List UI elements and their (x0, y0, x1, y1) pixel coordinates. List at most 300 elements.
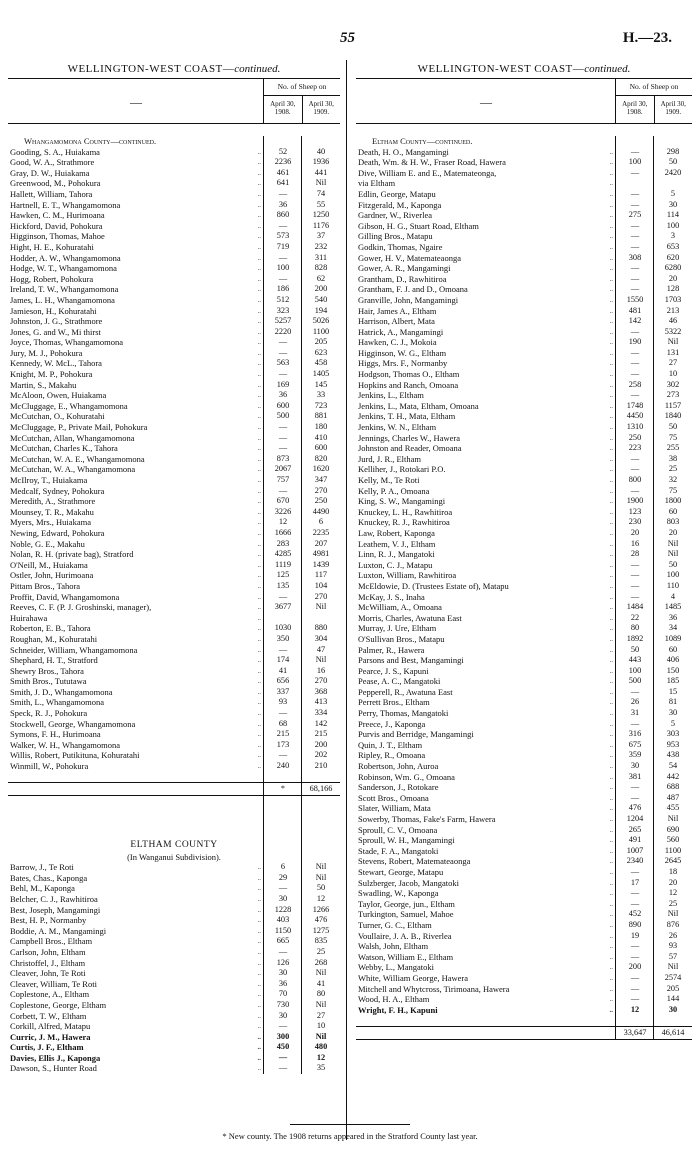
holder-name: Good, W. A., Strathmore (10, 157, 95, 168)
sheep-1909: 202 (314, 750, 328, 760)
holder-name: Ripley, R., Omoana (358, 750, 426, 761)
sheep-1909: 476 (314, 915, 328, 925)
leader-dots: .. (609, 878, 613, 887)
sheep-1909: 200 (314, 739, 328, 749)
leader-dots: .. (257, 740, 261, 749)
sheep-1909: 1405 (312, 369, 330, 379)
sheep-1909: 540 (314, 294, 328, 304)
holder-name: Carlson, John, Eltham (10, 946, 86, 957)
leader-dots: .. (257, 221, 261, 230)
sheep-1909: 2420 (664, 167, 682, 177)
sheep-1909: 34 (668, 623, 678, 633)
leader-dots: .. (257, 539, 261, 548)
sheep-1909: 438 (666, 750, 680, 760)
leader-dots: .. (609, 370, 613, 379)
leader-dots: .. (609, 825, 613, 834)
holder-name: Robertson, John, Auroa (358, 761, 439, 772)
sheep-1908: 512 (276, 294, 290, 304)
total-1909: 46,614 (661, 1027, 685, 1037)
table-row (8, 464, 340, 475)
holder-name: Luxton, William, Rawhitiroa (358, 570, 457, 581)
sheep-1908: — (630, 559, 640, 569)
holder-name: Stockwell, George, Whangamomona (10, 718, 136, 729)
sheep-1909: 16 (316, 665, 326, 675)
sheep-1909: 876 (666, 919, 680, 929)
sheep-1908: 563 (276, 358, 290, 368)
table-row (8, 873, 340, 884)
right-sheep-header (615, 79, 692, 123)
sheep-1908: — (630, 199, 640, 209)
sheep-1909: 32 (668, 475, 678, 484)
leader-dots: .. (609, 179, 613, 188)
holder-name: Turner, G. C., Eltham (358, 919, 432, 930)
sheep-1909: 368 (314, 686, 328, 696)
sheep-1908: 316 (628, 729, 642, 739)
holder-name: Sproull, W. H., Mangamingi (358, 835, 455, 846)
sheep-1908: 30 (278, 1010, 288, 1020)
sheep-1909: Nil (315, 999, 327, 1009)
sheep-1909: 480 (314, 1042, 328, 1052)
table-row (356, 645, 692, 656)
right-table-body (356, 136, 692, 1040)
table-row (356, 803, 692, 814)
sheep-1909: 57 (668, 951, 678, 961)
holder-name: Fitzgerald, M., Kaponga (358, 199, 442, 210)
sheep-1909: Nil (315, 968, 327, 978)
sheep-1908: — (630, 453, 640, 463)
holder-name: Purvis and Berridge, Mangamingi (358, 729, 474, 740)
leader-dots: .. (257, 507, 261, 516)
sheep-1909: 81 (668, 697, 678, 707)
sheep-1908: — (278, 1021, 288, 1031)
leader-dots: .. (257, 401, 261, 410)
sheep-1909: 2574 (664, 972, 682, 982)
holder-name: Pearce, J. S., Kapuni (358, 665, 429, 676)
left-column-title (8, 60, 340, 78)
table-row (356, 899, 692, 910)
sheep-1908: — (630, 241, 640, 251)
document-code: H.—23. (622, 30, 672, 46)
sheep-1908: 22 (630, 612, 640, 622)
leader-dots: .. (609, 804, 613, 813)
leader-dots: .. (257, 327, 261, 336)
sheep-1908: 2340 (626, 856, 644, 866)
sheep-1908: 16 (630, 538, 640, 548)
holder-name: Johnston, J. G., Strathmore (10, 316, 103, 327)
leader-dots: .. (257, 306, 261, 315)
table-row (356, 528, 692, 539)
leader-dots: .. (257, 274, 261, 283)
leader-dots: .. (609, 719, 613, 728)
sheep-1908: — (630, 326, 640, 336)
leader-dots: .. (609, 391, 613, 400)
holder-name: Hatrick, A., Mangamingi (358, 326, 444, 337)
table-row (8, 253, 340, 264)
sheep-1908: 1310 (626, 422, 644, 432)
section-subheading-eltham: (In Wanganui Subdivision). (127, 851, 221, 862)
leader-dots: .. (609, 444, 613, 453)
sheep-1909: 653 (666, 241, 680, 251)
sheep-1908: — (278, 369, 288, 379)
sheep-1909: 1439 (312, 559, 330, 569)
leader-dots: .. (257, 147, 261, 156)
table-row (8, 221, 340, 232)
sheep-1909: 36 (668, 612, 678, 622)
sheep-1908: — (630, 358, 640, 368)
sheep-1908: — (630, 570, 640, 580)
sheep-1908: 1204 (626, 814, 644, 823)
sheep-1908: 719 (276, 241, 290, 251)
sheep-1908: 200 (628, 962, 642, 972)
county-total (8, 782, 340, 796)
table-row (8, 411, 340, 422)
sheep-1908: 1030 (274, 623, 292, 633)
sheep-1909: Nil (667, 814, 679, 823)
leader-dots: .. (257, 444, 261, 453)
sheep-1908: — (278, 337, 288, 347)
sheep-1909: 1936 (312, 157, 330, 167)
table-row (356, 708, 692, 719)
holder-name: Ostler, John, Hurimoana (10, 570, 94, 581)
leader-dots: .. (609, 168, 613, 177)
table-row (356, 952, 692, 963)
leader-dots: .. (609, 857, 613, 866)
holder-name: Death, H. O., Mangamingi (358, 146, 449, 157)
holder-name: Hodgson, Thomas O., Eltham (358, 369, 460, 380)
table-row (356, 941, 692, 952)
sheep-1909: 803 (666, 517, 680, 527)
row-gap (8, 817, 340, 828)
holder-name: Gibson, H. G., Stuart Road, Eltham (358, 220, 479, 231)
sheep-1909: 690 (666, 824, 680, 834)
left-title-cont: continued. (234, 63, 281, 75)
right-grid-line-2 (653, 136, 654, 1040)
sheep-1909: Nil (667, 549, 679, 559)
sheep-1909: 1703 (664, 294, 682, 304)
table-row (8, 602, 340, 613)
sheep-1908: — (278, 708, 288, 718)
sheep-1908: 26 (630, 697, 640, 707)
left-sheep-label: No. of Sheep on (264, 79, 340, 96)
sheep-1909: 150 (666, 665, 680, 675)
leader-dots: .. (257, 1043, 261, 1052)
row-gap (8, 828, 340, 839)
leader-dots: .. (609, 603, 613, 612)
sheep-1909: 205 (314, 337, 328, 347)
holder-name: Smith Bros., Tututawa (10, 676, 87, 687)
leader-dots: .. (257, 1022, 261, 1031)
leader-dots: .. (257, 285, 261, 294)
leader-dots: .. (609, 751, 613, 760)
sheep-1909: Nil (315, 872, 327, 882)
leader-dots: .. (257, 947, 261, 956)
holder-name: Swadling, W., Kaponga (358, 888, 439, 899)
leader-dots: .. (609, 147, 613, 156)
holder-name: Hair, James A., Eltham (358, 305, 437, 316)
table-row (8, 761, 340, 772)
leader-dots: .. (257, 656, 261, 665)
leader-dots: .. (257, 603, 261, 612)
holder-name: James, L. H., Whangamomona (10, 294, 115, 305)
table-row (8, 539, 340, 550)
table-row (356, 973, 692, 984)
sheep-1909: Nil (667, 962, 679, 972)
sheep-1908: 12 (278, 517, 288, 527)
sheep-1908 (264, 613, 302, 624)
table-row (356, 962, 692, 973)
sheep-1908: 36 (278, 978, 288, 988)
holder-name: Barrow, J., Te Roti (10, 862, 74, 873)
holder-name: Higgs, Mrs. F., Normanby (358, 358, 448, 369)
table-row (356, 443, 692, 454)
leader-dots: .. (257, 687, 261, 696)
sheep-1909: 302 (666, 379, 680, 389)
holder-name: Hallett, William, Tahora (10, 188, 93, 199)
table-row (356, 253, 692, 264)
right-header-blank: — (480, 95, 492, 109)
sheep-1908: 70 (278, 989, 288, 999)
sheep-1908: 1900 (626, 496, 644, 506)
table-row (8, 1011, 340, 1022)
sheep-1908: 381 (628, 771, 642, 781)
leader-dots: .. (257, 990, 261, 999)
table-row (356, 274, 692, 285)
holder-name: McCutchan, Allan, Whangamomona (10, 432, 135, 443)
sheep-1909: 50 (668, 157, 678, 167)
leader-dots: .. (609, 242, 613, 251)
sheep-1909: 1089 (664, 633, 682, 643)
sheep-1908: 800 (628, 475, 642, 484)
sheep-1909: 560 (666, 835, 680, 845)
leader-dots: .. (609, 666, 613, 675)
holder-name: Grantham, F. J. and D., Omoana (358, 284, 468, 295)
table-row (356, 825, 692, 836)
sheep-1908: 1228 (274, 904, 292, 914)
sheep-1909: 620 (666, 252, 680, 262)
right-grid-line-1 (615, 136, 616, 1040)
holder-name: Martin, S., Makahu (10, 379, 77, 390)
sheep-1909: Nil (315, 178, 327, 188)
leader-dots: .. (257, 465, 261, 474)
table-row (8, 894, 340, 905)
sheep-1908: 3226 (274, 506, 292, 516)
holder-name: Jenkins, L., Eltham (358, 390, 424, 401)
leader-dots: .. (609, 550, 613, 559)
left-grid-line-2 (301, 136, 302, 1074)
sheep-1908: 173 (276, 739, 290, 749)
leader-dots: .. (257, 433, 261, 442)
sheep-1909: 93 (668, 941, 678, 951)
sheep-1908: — (278, 1052, 288, 1062)
sheep-1909: 110 (666, 580, 680, 590)
holder-name: Medcalf, Sydney, Pohokura (10, 485, 105, 496)
holder-name: Huirahawa (10, 612, 48, 623)
holder-name: McEldowie, D. (Trustees Estate of), Matapu (358, 580, 509, 591)
sheep-1908: 1119 (275, 559, 291, 569)
table-row (8, 369, 340, 380)
table-row (8, 905, 340, 916)
holder-name: Morris, Charles, Awatuna East (358, 612, 462, 623)
holder-name: Greenwood, M., Pohokura (10, 178, 101, 189)
sheep-1909: 410 (314, 432, 328, 442)
sheep-1908: 1484 (626, 602, 644, 612)
sheep-1909: 142 (314, 718, 328, 728)
sheep-1908: 641 (276, 178, 290, 188)
table-row (356, 433, 692, 444)
sheep-1909: 5322 (664, 326, 682, 336)
sheep-1909: 487 (666, 792, 680, 802)
table-row (8, 401, 340, 412)
holder-name: Taylor, George, jun., Eltham (358, 898, 455, 909)
leader-dots: .. (257, 179, 261, 188)
sheep-1909: 406 (666, 655, 680, 665)
leader-dots: .. (257, 211, 261, 220)
sheep-1909: 50 (668, 559, 678, 569)
holder-name: Sanderson, J., Rotokare (358, 782, 439, 793)
table-row (356, 666, 692, 677)
leader-dots: .. (609, 476, 613, 484)
leader-dots: .. (257, 412, 261, 421)
leader-dots: .. (257, 550, 261, 559)
table-row (8, 337, 340, 348)
sheep-1909: 20 (668, 877, 678, 887)
holder-name: Hartnell, E. T., Whangamomona (10, 199, 121, 210)
sheep-1909: 270 (314, 591, 328, 601)
sheep-1909: 41 (316, 978, 326, 988)
leader-dots: .. (257, 624, 261, 633)
leader-dots: .. (257, 873, 261, 882)
holder-name: Walker, W. H., Whangamomona (10, 739, 121, 750)
holder-name: Sowerby, Thomas, Fake's Farm, Hawera (358, 814, 496, 824)
sheep-1909: 210 (314, 761, 328, 771)
sheep-1908: 730 (276, 999, 290, 1009)
total-label (356, 1027, 616, 1039)
sheep-1909: 145 (314, 379, 328, 389)
sheep-1908: 1150 (274, 925, 292, 935)
leader-dots: .. (609, 730, 613, 739)
sheep-1909: 55 (316, 199, 326, 209)
table-row (356, 242, 692, 253)
holder-name: Jenkins, T. H., Mata, Eltham (358, 411, 456, 422)
holder-name: Cleaver, John, Te Roti (10, 968, 86, 979)
sheep-1909: 26 (668, 930, 678, 940)
right-title-text: WELLINGTON-WEST COAST— (417, 63, 585, 75)
sheep-1908: — (630, 951, 640, 961)
left-grid-line-1 (263, 136, 264, 1074)
table-row (356, 189, 692, 200)
sheep-1909: 25 (668, 464, 678, 474)
sheep-1909: 50 (316, 883, 326, 893)
sheep-1908: — (278, 273, 288, 283)
holder-name: Ireland, T. W., Whangamomona (10, 284, 119, 295)
table-row (356, 401, 692, 412)
sheep-1909: 25 (316, 946, 326, 956)
sheep-1909: 117 (314, 570, 328, 580)
leader-dots: .. (609, 634, 613, 643)
right-column-title (356, 60, 692, 78)
sheep-1909: 205 (666, 983, 680, 993)
holder-name: Knuckey, R. J., Rawhitiroa (358, 517, 450, 528)
table-row (356, 687, 692, 698)
sheep-1909: 30 (668, 199, 678, 209)
sheep-1908: 93 (278, 697, 288, 707)
leader-dots: .. (257, 698, 261, 707)
holder-name: Coplestone, A., Eltham (10, 989, 90, 1000)
leader-dots: .. (257, 1053, 261, 1062)
sheep-1909: 688 (666, 782, 680, 792)
holder-name: Dawson, S., Hunter Road (10, 1063, 97, 1074)
holder-name: Nolan, R. H. (private bag), Stratford (10, 549, 134, 560)
holder-name: Kelly, M., Te Roti (358, 475, 420, 485)
sheep-1908: 359 (628, 750, 642, 760)
sheep-1908: 403 (276, 915, 290, 925)
sheep-1908: — (630, 390, 640, 400)
sheep-1909: 255 (666, 443, 680, 453)
sheep-1908: — (630, 188, 640, 198)
table-row (8, 348, 340, 359)
sheep-1909: 38 (668, 453, 678, 463)
holder-name: Kennedy, W. McL., Tahora (10, 358, 102, 369)
table-row (8, 358, 340, 369)
sheep-1909: 5026 (312, 316, 330, 326)
county-total (356, 1026, 692, 1040)
holder-name: Hodder, A. W., Whangamomona (10, 252, 121, 263)
sheep-1909: 213 (666, 305, 680, 315)
sheep-1909: 6 (318, 517, 324, 527)
sheep-1908: 126 (276, 957, 290, 967)
holder-name: McCluggage, E., Whangamomona (10, 400, 128, 411)
sheep-1909: 100 (666, 220, 680, 230)
sheep-1908: 250 (628, 432, 642, 442)
sheep-1908: 28 (630, 549, 640, 559)
table-row (8, 496, 340, 507)
table-row (356, 411, 692, 422)
sheep-1908: 142 (628, 316, 642, 326)
table-row (8, 1021, 340, 1032)
holder-name: Jenkins, W. N., Eltham (358, 422, 437, 433)
sheep-1909: 215 (314, 729, 328, 739)
leader-dots: .. (609, 211, 613, 220)
holder-name: Law, Robert, Kaponga (358, 527, 435, 538)
holder-name: Gower, H. V., Matemateaonga (358, 252, 461, 263)
leader-dots: .. (609, 539, 613, 548)
holder-name: Coplestone, George, Eltham (10, 999, 107, 1010)
leader-dots: .. (609, 348, 613, 357)
holder-name: Speck, R. J., Pohokura (10, 708, 88, 719)
table-row (356, 623, 692, 634)
left-sheep-header (263, 79, 340, 123)
leader-dots: .. (257, 1011, 261, 1020)
table-row (356, 931, 692, 942)
leader-dots: .. (609, 189, 613, 198)
table-row (356, 539, 692, 550)
holder-name: Best, Joseph, Mangamingi (10, 904, 101, 915)
table-row (8, 989, 340, 1000)
leader-dots: .. (257, 242, 261, 251)
leader-dots: .. (609, 359, 613, 368)
leader-dots: .. (609, 518, 613, 527)
sheep-1909: 828 (314, 263, 328, 273)
leader-dots: .. (609, 762, 613, 771)
holder-name: Hopkins and Ranch, Omoana (358, 379, 459, 390)
leader-dots: .. (609, 486, 613, 495)
table-row (8, 883, 340, 894)
column-divider (346, 60, 347, 1140)
table-row (356, 761, 692, 772)
leader-dots: .. (609, 454, 613, 463)
sheep-1908: 1550 (626, 294, 644, 304)
leader-dots: .. (609, 613, 613, 622)
